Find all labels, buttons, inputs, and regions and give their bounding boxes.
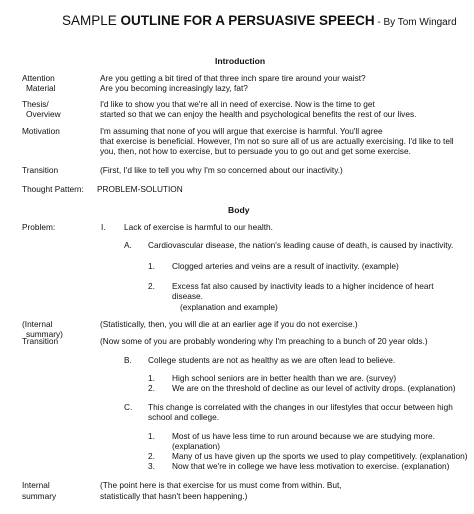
point-a1-text: Clogged arteries and veins are a result of inactivity. (example) (172, 261, 399, 271)
point-c2-text: Many of us have given up the sports we used to play competitively. (explanation) (172, 451, 468, 461)
point-c3-text: Now that we're in college we have less motivation to exercise. (explanation) (172, 461, 450, 471)
point-b2-number: 2. (148, 383, 155, 393)
internal-summary-2-line-2: statistically that hasn't been happening.) (100, 491, 248, 501)
attention-line-1: Are you getting a bit tired of that three inch spare tire around your waist? (100, 73, 366, 83)
title-main: OUTLINE FOR A PERSUASIVE SPEECH (120, 13, 375, 28)
point-a2-line-3: (explanation and example) (180, 302, 278, 312)
point-c3-number: 3. (148, 461, 155, 471)
internal-summary-text: (Statistically, then, you will die at an earlier age if you do not exercise.) (100, 319, 358, 329)
internal-summary-2-label-1: Internal (22, 480, 50, 490)
thesis-label-1: Thesis/ (22, 99, 49, 109)
point-b2-text: We are on the threshold of decline as our level of activity drops. (explanation) (172, 383, 456, 393)
point-c-number: C. (124, 402, 133, 412)
point-a-number: A. (124, 240, 132, 250)
transition-label: Transition (22, 165, 59, 175)
point-b1-text: High school seniors are in better health than we are. (survey) (172, 373, 397, 383)
thought-pattern-label: Thought Pattern: (22, 184, 84, 194)
thought-pattern-value: PROBLEM-SOLUTION (97, 184, 183, 194)
point-b-number: B. (124, 355, 132, 365)
motivation-line-2: that exercise is beneficial. However, I'm not so sure all of us are actually exercising. I'd like to tell (100, 136, 454, 146)
point-b-text: College students are not as healthy as we are often lead to believe. (148, 355, 396, 365)
attention-line-2: Are you becoming increasingly lazy, fat? (100, 83, 248, 93)
attention-label-1: Attention (22, 73, 55, 83)
motivation-line-1: I'm assuming that none of you will argue that exercise is harmful. You'll agree (100, 126, 383, 136)
thesis-line-1: I'd like to show you that we're all in need of exercise. Now is the time to get (100, 99, 375, 109)
transition-line: (First, I'd like to tell you why I'm so concerned about our inactivity.) (100, 165, 343, 175)
introduction-heading: Introduction (215, 56, 266, 66)
point-c1-line-2: (explanation) (172, 441, 220, 451)
internal-summary-label-2: summary) (26, 329, 63, 339)
thesis-label-2: Overview (26, 109, 61, 119)
title-author: - By Tom Wingard (374, 17, 457, 28)
point-c1-number: 1. (148, 431, 155, 441)
point-i-text: Lack of exercise is harmful to our health. (124, 222, 273, 232)
point-a-text: Cardiovascular disease, the nation's leading cause of death, is caused by inactivity. (148, 240, 454, 250)
title-prefix: SAMPLE (62, 13, 121, 28)
transition-2-label: Transition (22, 336, 59, 346)
thesis-line-2: started so that we can enjoy the health and psychological benefits the rest of our lives. (100, 109, 417, 119)
body-heading: Body (228, 205, 250, 215)
point-a2-line-1: Excess fat also caused by inactivity leads to a higher incidence of heart (172, 281, 434, 291)
internal-summary-label-1: (Internal (22, 319, 53, 329)
point-b1-number: 1. (148, 373, 155, 383)
point-i-number: I. (101, 222, 106, 232)
motivation-line-3: you, then, not how to exercise, but to persuade you to go out and get some exercise. (100, 146, 411, 156)
problem-label: Problem: (22, 222, 56, 232)
document-title (62, 13, 457, 31)
point-c-line-2: school and college. (148, 412, 220, 422)
internal-summary-2-line-1: (The point here is that exercise for us must come from within. But, (100, 480, 342, 490)
point-a2-line-2: disease. (172, 291, 203, 301)
point-c1-line-1: Most of us have less time to run around because we are studying more. (172, 431, 435, 441)
point-c2-number: 2. (148, 451, 155, 461)
internal-summary-2-label-2: summary (22, 491, 57, 501)
motivation-label: Motivation (22, 126, 60, 136)
attention-label-2: Material (26, 83, 56, 93)
transition-2-text: (Now some of you are probably wondering why I'm preaching to a bunch of 20 year olds.) (100, 336, 428, 346)
point-a2-number: 2. (148, 281, 155, 291)
point-a1-number: 1. (148, 261, 155, 271)
point-c-line-1: This change is correlated with the changes in our lifestyles that occur between high (148, 402, 453, 412)
